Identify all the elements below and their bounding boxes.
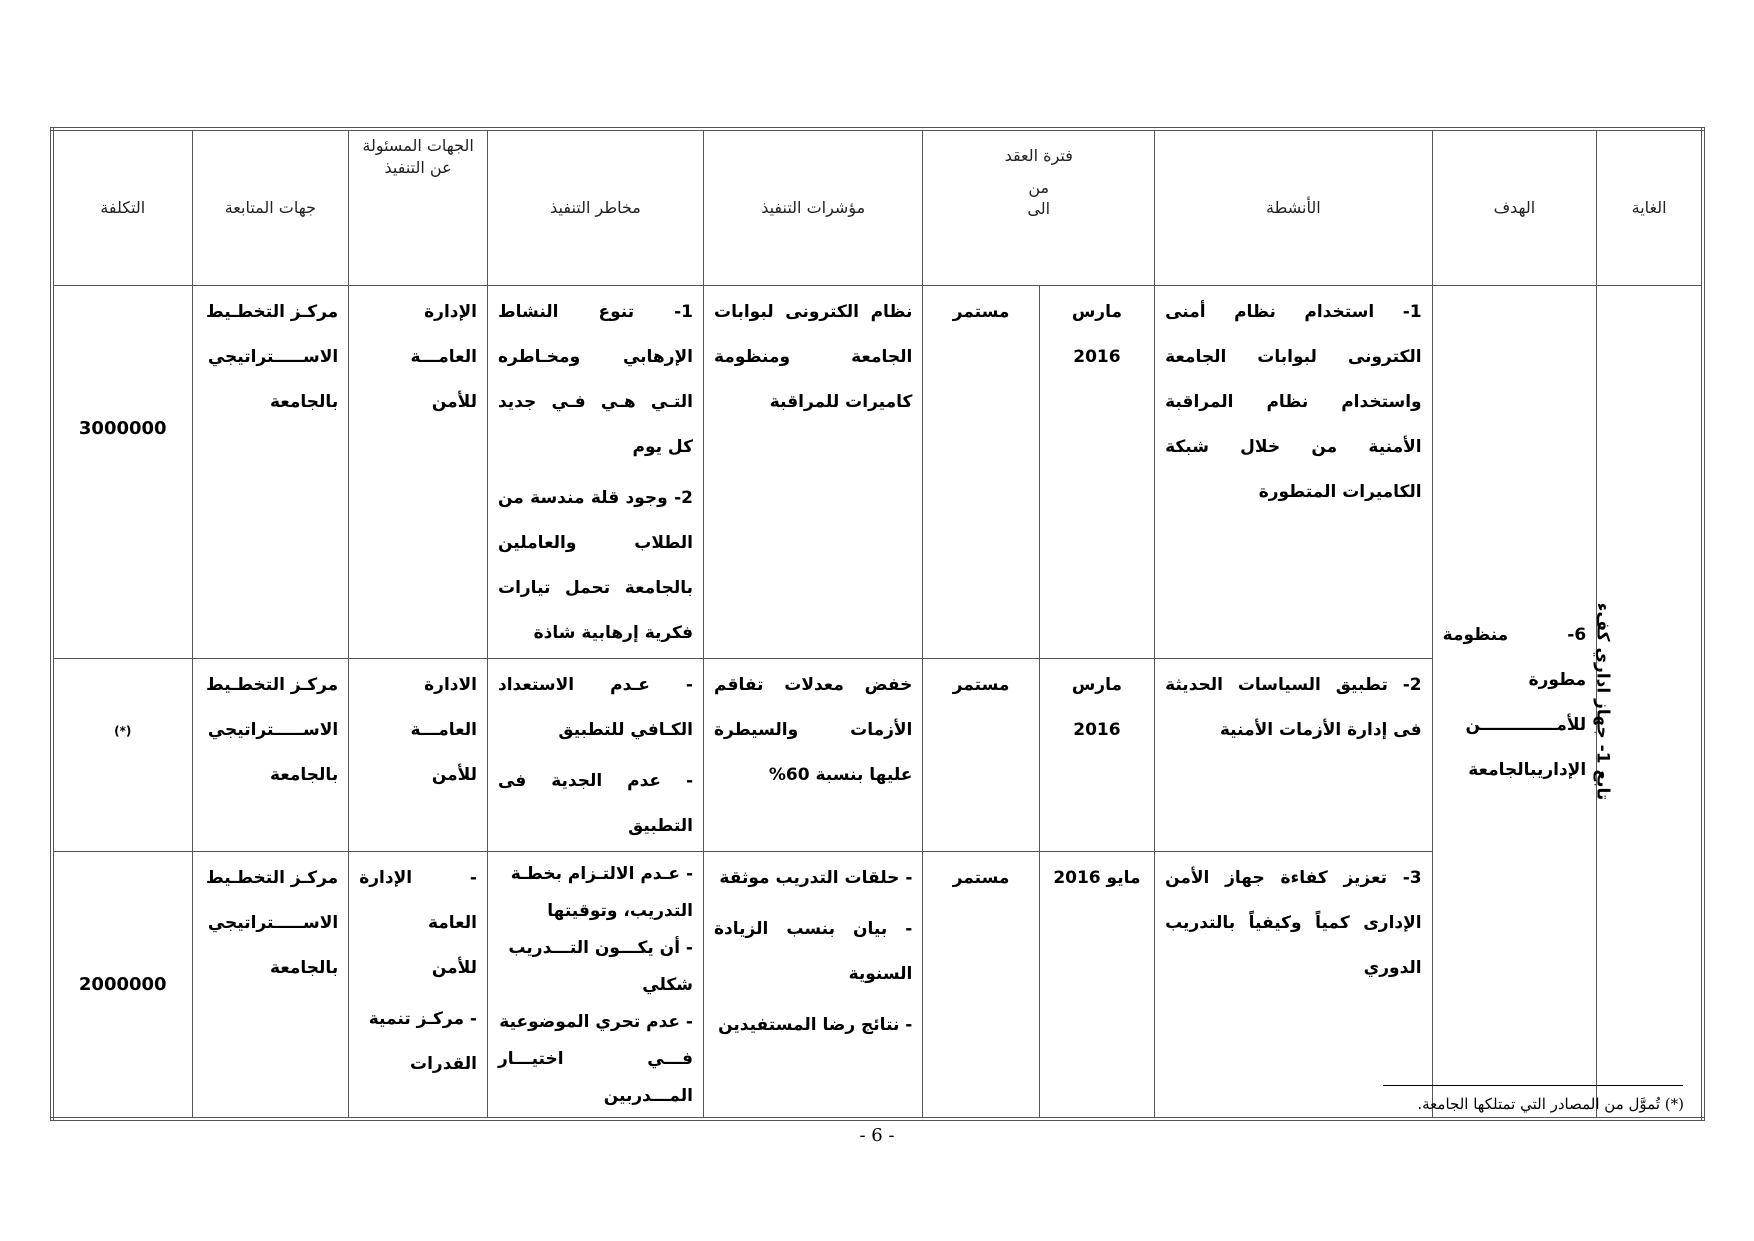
indicator-text: خفض معدلات تفاقم الأزمات والسيطرة عليها بنسبة 60% — [714, 675, 913, 785]
to-cell — [923, 852, 1039, 1120]
monitoring-cell — [192, 659, 349, 852]
indicator-cell — [704, 286, 923, 659]
risk-text-2: 2- وجود قلة مندسة من الطلاب والعاملين بالجامعة تحمل تيارات فكرية إرهابية شاذة — [497, 488, 693, 643]
indicator-text-1: - حلقات التدريب موثقة — [719, 868, 913, 888]
indicator-text-3: - نتائج رضا المستفيدين — [718, 1015, 913, 1035]
header-activities: الأنشطة — [1155, 129, 1433, 286]
from-text: مايو 2016 — [1053, 868, 1141, 888]
responsible-text: الادارة العامـــة للأمن — [410, 675, 477, 785]
from-text: مارس 2016 — [1071, 302, 1122, 367]
responsible-text: الإدارة العامـــة للأمن — [410, 302, 477, 412]
table-row — [52, 286, 1703, 659]
from-cell — [1039, 659, 1154, 852]
from-cell — [1039, 286, 1154, 659]
to-text: مستمر — [952, 675, 1010, 695]
responsible-cell — [349, 286, 488, 659]
contract-to: الى — [1027, 199, 1051, 219]
responsible-cell — [349, 659, 488, 852]
to-cell — [923, 659, 1039, 852]
footnote-divider — [1383, 1085, 1683, 1086]
activity-text: 1- استخدام نظام أمنى الكترونى لبوابات الجامعة واستخدام نظام المراقبة الأمنية من خلال شبكة الكاميرات المتطورة — [1165, 302, 1422, 502]
monitoring-text: مركـز التخطـيط الاســـــتراتيجي بالجامعة — [205, 868, 339, 978]
to-text: مستمر — [952, 868, 1010, 888]
risk-text-1: - عـدم الاستعداد الكـافي للتطبيق — [497, 675, 693, 740]
cost-cell: 3000000 — [52, 286, 192, 659]
monitoring-cell — [192, 852, 349, 1120]
risk-text: - عـدم الالتـزام بخطـة التدريب، وتوقيتها - أن يكـــون التـــدريب شكلي - عدم تحري الموضوعية فـــي اختيـــار المـــدربين — [497, 864, 693, 1106]
header-risks: مخاطر التنفيذ — [487, 129, 703, 286]
to-cell — [923, 286, 1039, 659]
activity-cell — [1155, 286, 1433, 659]
indicator-cell — [704, 852, 923, 1120]
risk-cell — [487, 852, 703, 1120]
header-cost: التكلفة — [52, 129, 192, 286]
header-goal: الغاية — [1597, 129, 1703, 286]
from-cell — [1039, 852, 1154, 1120]
responsible-text-2: - مركـز تنمية القدرات — [368, 1009, 477, 1074]
risk-text-2: - عدم الجدية فى التطبيق — [497, 771, 693, 836]
cost-cell: 2000000 — [52, 852, 192, 1120]
goal-text: تابع 1- جهاز اداري كفء — [1592, 602, 1613, 801]
risk-text-1: 1- تنوع النشاط الإرهابي ومخـاطره التـي هـي فـي جديد كل يوم — [497, 302, 693, 457]
header-monitoring: جهات المتابعة — [192, 129, 349, 286]
header-objective: الهدف — [1432, 129, 1597, 286]
activity-text: 3- تعزيز كفاءة جهاز الأمن الإدارى كمياً وكيفياً بالتدريب الدوري — [1165, 868, 1422, 978]
contract-period-title: فترة العقد — [1004, 146, 1073, 165]
contract-from: من — [1028, 177, 1050, 197]
objective-cell — [1432, 286, 1597, 1120]
risk-cell — [487, 659, 703, 852]
activity-cell — [1155, 852, 1433, 1120]
plan-table — [50, 127, 1705, 1121]
monitoring-text: مركـز التخطـيط الاســـــتراتيجي بالجامعة — [205, 302, 339, 412]
to-text: مستمر — [952, 302, 1010, 322]
indicator-text-2: - بيان بنسب الزيادة السنوية — [714, 919, 913, 984]
header-responsible: الجهات المسئولة عن التنفيذ — [349, 129, 488, 286]
footnote: (*) تُموَّل من المصادر التي تمتلكها الجامعة. — [1417, 1095, 1684, 1113]
monitoring-cell — [192, 286, 349, 659]
activity-cell — [1155, 659, 1433, 852]
header-contract-period — [923, 129, 1155, 286]
indicator-text: نظام الكترونى لبوابات الجامعة ومنظومة كاميرات للمراقبة — [714, 302, 913, 412]
goal-cell — [1592, 286, 1703, 1120]
responsible-text-1: - الإدارة العامة للأمن — [359, 868, 477, 978]
activity-text: 2- تطبيق السياسات الحديثة فى إدارة الأزمات الأمنية — [1165, 675, 1422, 740]
objective-text: 6- منظومة مطورة للأمـــــــــــــن الإداريبالجامعة — [1442, 624, 1587, 780]
indicator-cell — [704, 659, 923, 852]
page-number: - 6 - — [859, 1125, 895, 1146]
from-text: مارس 2016 — [1071, 675, 1122, 740]
risk-cell — [487, 286, 703, 659]
responsible-cell — [349, 852, 488, 1120]
monitoring-text: مركـز التخطـيط الاســـــتراتيجي بالجامعة — [205, 675, 339, 785]
cost-cell: (*) — [52, 659, 192, 852]
header-indicators: مؤشرات التنفيذ — [704, 129, 923, 286]
